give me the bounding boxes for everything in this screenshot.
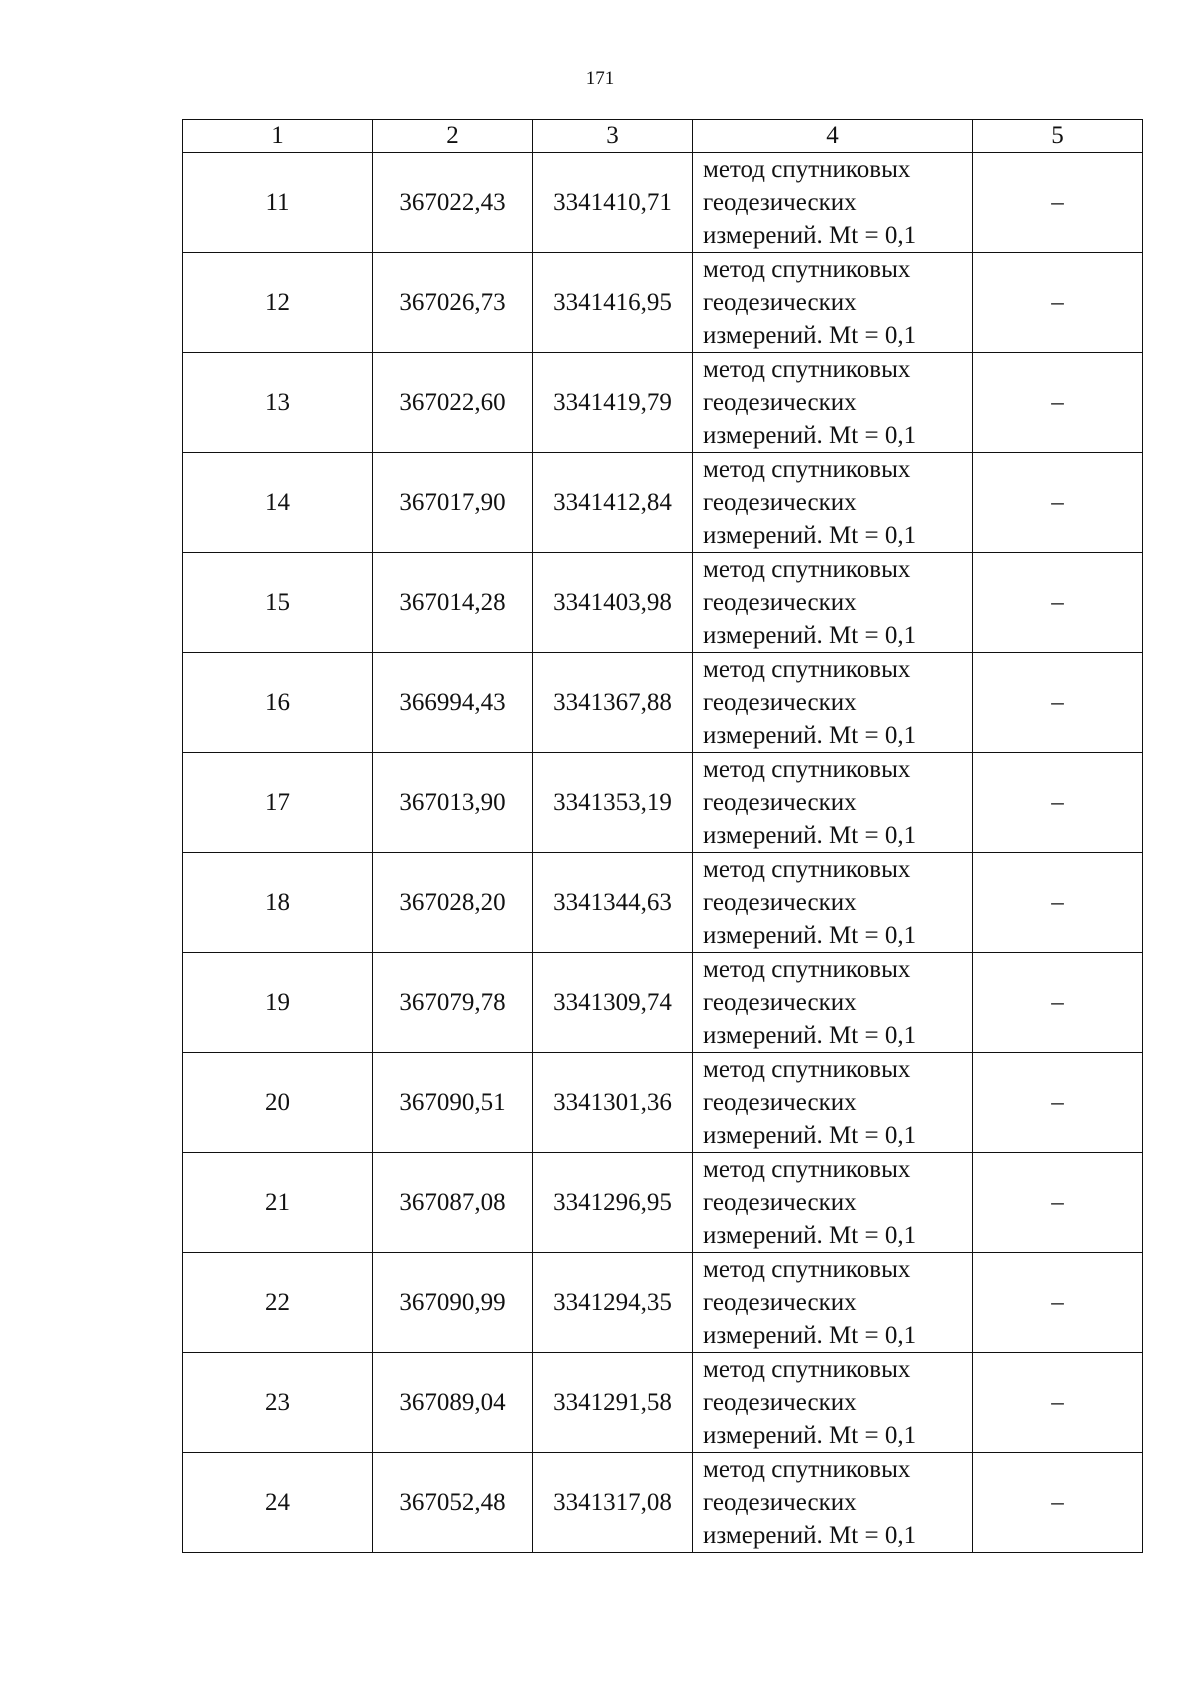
method-line: геодезических	[703, 489, 857, 516]
method-line: геодезических	[703, 1089, 857, 1116]
method-line: геодезических	[703, 289, 857, 316]
method-line: измерений. Mt = 0,1	[703, 1322, 917, 1349]
point-number-cell: 11	[183, 153, 373, 253]
point-number-cell: 12	[183, 253, 373, 353]
x-coordinate-cell: 366994,43	[373, 653, 533, 753]
method-line: метод спутниковых	[703, 856, 911, 883]
table-row	[183, 453, 1143, 553]
method-line: измерений. Mt = 0,1	[703, 322, 917, 349]
table-header-row	[183, 120, 1143, 153]
method-line: метод спутниковых	[703, 1356, 911, 1383]
method-cell	[693, 1353, 973, 1453]
accuracy-cell: –	[973, 553, 1143, 653]
point-number-cell: 19	[183, 953, 373, 1053]
method-line: измерений. Mt = 0,1	[703, 522, 917, 549]
y-coordinate-cell: 3341353,19	[533, 753, 693, 853]
method-line: измерений. Mt = 0,1	[703, 1222, 917, 1249]
x-coordinate-cell: 367090,51	[373, 1053, 533, 1153]
table-row	[183, 1053, 1143, 1153]
point-number-cell: 24	[183, 1453, 373, 1553]
table-row	[183, 253, 1143, 353]
method-line: метод спутниковых	[703, 156, 911, 183]
accuracy-cell: –	[973, 1053, 1143, 1153]
method-line: метод спутниковых	[703, 1256, 911, 1283]
y-coordinate-cell: 3341294,35	[533, 1253, 693, 1353]
point-number-cell: 16	[183, 653, 373, 753]
method-cell	[693, 753, 973, 853]
method-line: геодезических	[703, 1389, 857, 1416]
point-number-cell: 20	[183, 1053, 373, 1153]
y-coordinate-cell: 3341317,08	[533, 1453, 693, 1553]
header-cell-1: 1	[183, 120, 373, 153]
method-cell	[693, 1153, 973, 1253]
accuracy-cell: –	[973, 753, 1143, 853]
method-line: геодезических	[703, 1189, 857, 1216]
method-line: геодезических	[703, 1489, 857, 1516]
accuracy-cell: –	[973, 653, 1143, 753]
x-coordinate-cell: 367079,78	[373, 953, 533, 1053]
y-coordinate-cell: 3341309,74	[533, 953, 693, 1053]
point-number-cell: 22	[183, 1253, 373, 1353]
method-cell	[693, 653, 973, 753]
point-number-cell: 18	[183, 853, 373, 953]
x-coordinate-cell: 367022,43	[373, 153, 533, 253]
method-line: геодезических	[703, 389, 857, 416]
accuracy-cell: –	[973, 253, 1143, 353]
method-line: измерений. Mt = 0,1	[703, 722, 917, 749]
table-row	[183, 753, 1143, 853]
method-line: метод спутниковых	[703, 1056, 911, 1083]
method-line: метод спутниковых	[703, 456, 911, 483]
header-cell-4: 4	[693, 120, 973, 153]
method-line: измерений. Mt = 0,1	[703, 1022, 917, 1049]
table-body	[183, 153, 1143, 1553]
x-coordinate-cell: 367017,90	[373, 453, 533, 553]
method-cell	[693, 853, 973, 953]
x-coordinate-cell: 367087,08	[373, 1153, 533, 1253]
table-row	[183, 1353, 1143, 1453]
y-coordinate-cell: 3341419,79	[533, 353, 693, 453]
x-coordinate-cell: 367089,04	[373, 1353, 533, 1453]
x-coordinate-cell: 367013,90	[373, 753, 533, 853]
accuracy-cell: –	[973, 1253, 1143, 1353]
method-cell	[693, 453, 973, 553]
table-row	[183, 953, 1143, 1053]
method-line: геодезических	[703, 189, 857, 216]
point-number-cell: 14	[183, 453, 373, 553]
y-coordinate-cell: 3341403,98	[533, 553, 693, 653]
header-cell-3: 3	[533, 120, 693, 153]
x-coordinate-cell: 367090,99	[373, 1253, 533, 1353]
point-number-cell: 23	[183, 1353, 373, 1453]
method-cell	[693, 1253, 973, 1353]
y-coordinate-cell: 3341301,36	[533, 1053, 693, 1153]
y-coordinate-cell: 3341416,95	[533, 253, 693, 353]
point-number-cell: 17	[183, 753, 373, 853]
point-number-cell: 13	[183, 353, 373, 453]
method-line: метод спутниковых	[703, 356, 911, 383]
table-row	[183, 553, 1143, 653]
method-cell	[693, 353, 973, 453]
table-row	[183, 853, 1143, 953]
method-cell	[693, 953, 973, 1053]
method-line: измерений. Mt = 0,1	[703, 422, 917, 449]
method-line: измерений. Mt = 0,1	[703, 1422, 917, 1449]
table-row	[183, 653, 1143, 753]
method-line: метод спутниковых	[703, 1456, 911, 1483]
accuracy-cell: –	[973, 353, 1143, 453]
coordinates-table	[182, 119, 1143, 1553]
method-line: измерений. Mt = 0,1	[703, 222, 917, 249]
method-cell	[693, 553, 973, 653]
method-line: геодезических	[703, 989, 857, 1016]
x-coordinate-cell: 367022,60	[373, 353, 533, 453]
y-coordinate-cell: 3341410,71	[533, 153, 693, 253]
method-line: измерений. Mt = 0,1	[703, 622, 917, 649]
table-row	[183, 1153, 1143, 1253]
header-cell-5: 5	[973, 120, 1143, 153]
header-cell-2: 2	[373, 120, 533, 153]
accuracy-cell: –	[973, 1153, 1143, 1253]
x-coordinate-cell: 367026,73	[373, 253, 533, 353]
method-line: геодезических	[703, 789, 857, 816]
method-line: метод спутниковых	[703, 756, 911, 783]
x-coordinate-cell: 367014,28	[373, 553, 533, 653]
y-coordinate-cell: 3341412,84	[533, 453, 693, 553]
accuracy-cell: –	[973, 853, 1143, 953]
y-coordinate-cell: 3341367,88	[533, 653, 693, 753]
method-cell	[693, 1053, 973, 1153]
method-line: метод спутниковых	[703, 256, 911, 283]
point-number-cell: 21	[183, 1153, 373, 1253]
method-line: измерений. Mt = 0,1	[703, 922, 917, 949]
accuracy-cell: –	[973, 453, 1143, 553]
table-row	[183, 1453, 1143, 1553]
method-line: геодезических	[703, 689, 857, 716]
method-line: геодезических	[703, 589, 857, 616]
page-number: 171	[585, 68, 615, 89]
method-line: метод спутниковых	[703, 656, 911, 683]
point-number-cell: 15	[183, 553, 373, 653]
accuracy-cell: –	[973, 1353, 1143, 1453]
method-line: измерений. Mt = 0,1	[703, 1122, 917, 1149]
x-coordinate-cell: 367028,20	[373, 853, 533, 953]
y-coordinate-cell: 3341291,58	[533, 1353, 693, 1453]
method-line: геодезических	[703, 1289, 857, 1316]
method-line: измерений. Mt = 0,1	[703, 1522, 917, 1549]
method-cell	[693, 1453, 973, 1553]
y-coordinate-cell: 3341296,95	[533, 1153, 693, 1253]
method-cell	[693, 153, 973, 253]
method-line: метод спутниковых	[703, 956, 911, 983]
table-row	[183, 1253, 1143, 1353]
method-line: метод спутниковых	[703, 1156, 911, 1183]
method-line: измерений. Mt = 0,1	[703, 822, 917, 849]
y-coordinate-cell: 3341344,63	[533, 853, 693, 953]
table-row	[183, 153, 1143, 253]
method-line: геодезических	[703, 889, 857, 916]
table-row	[183, 353, 1143, 453]
accuracy-cell: –	[973, 153, 1143, 253]
accuracy-cell: –	[973, 953, 1143, 1053]
accuracy-cell: –	[973, 1453, 1143, 1553]
method-cell	[693, 253, 973, 353]
x-coordinate-cell: 367052,48	[373, 1453, 533, 1553]
method-line: метод спутниковых	[703, 556, 911, 583]
